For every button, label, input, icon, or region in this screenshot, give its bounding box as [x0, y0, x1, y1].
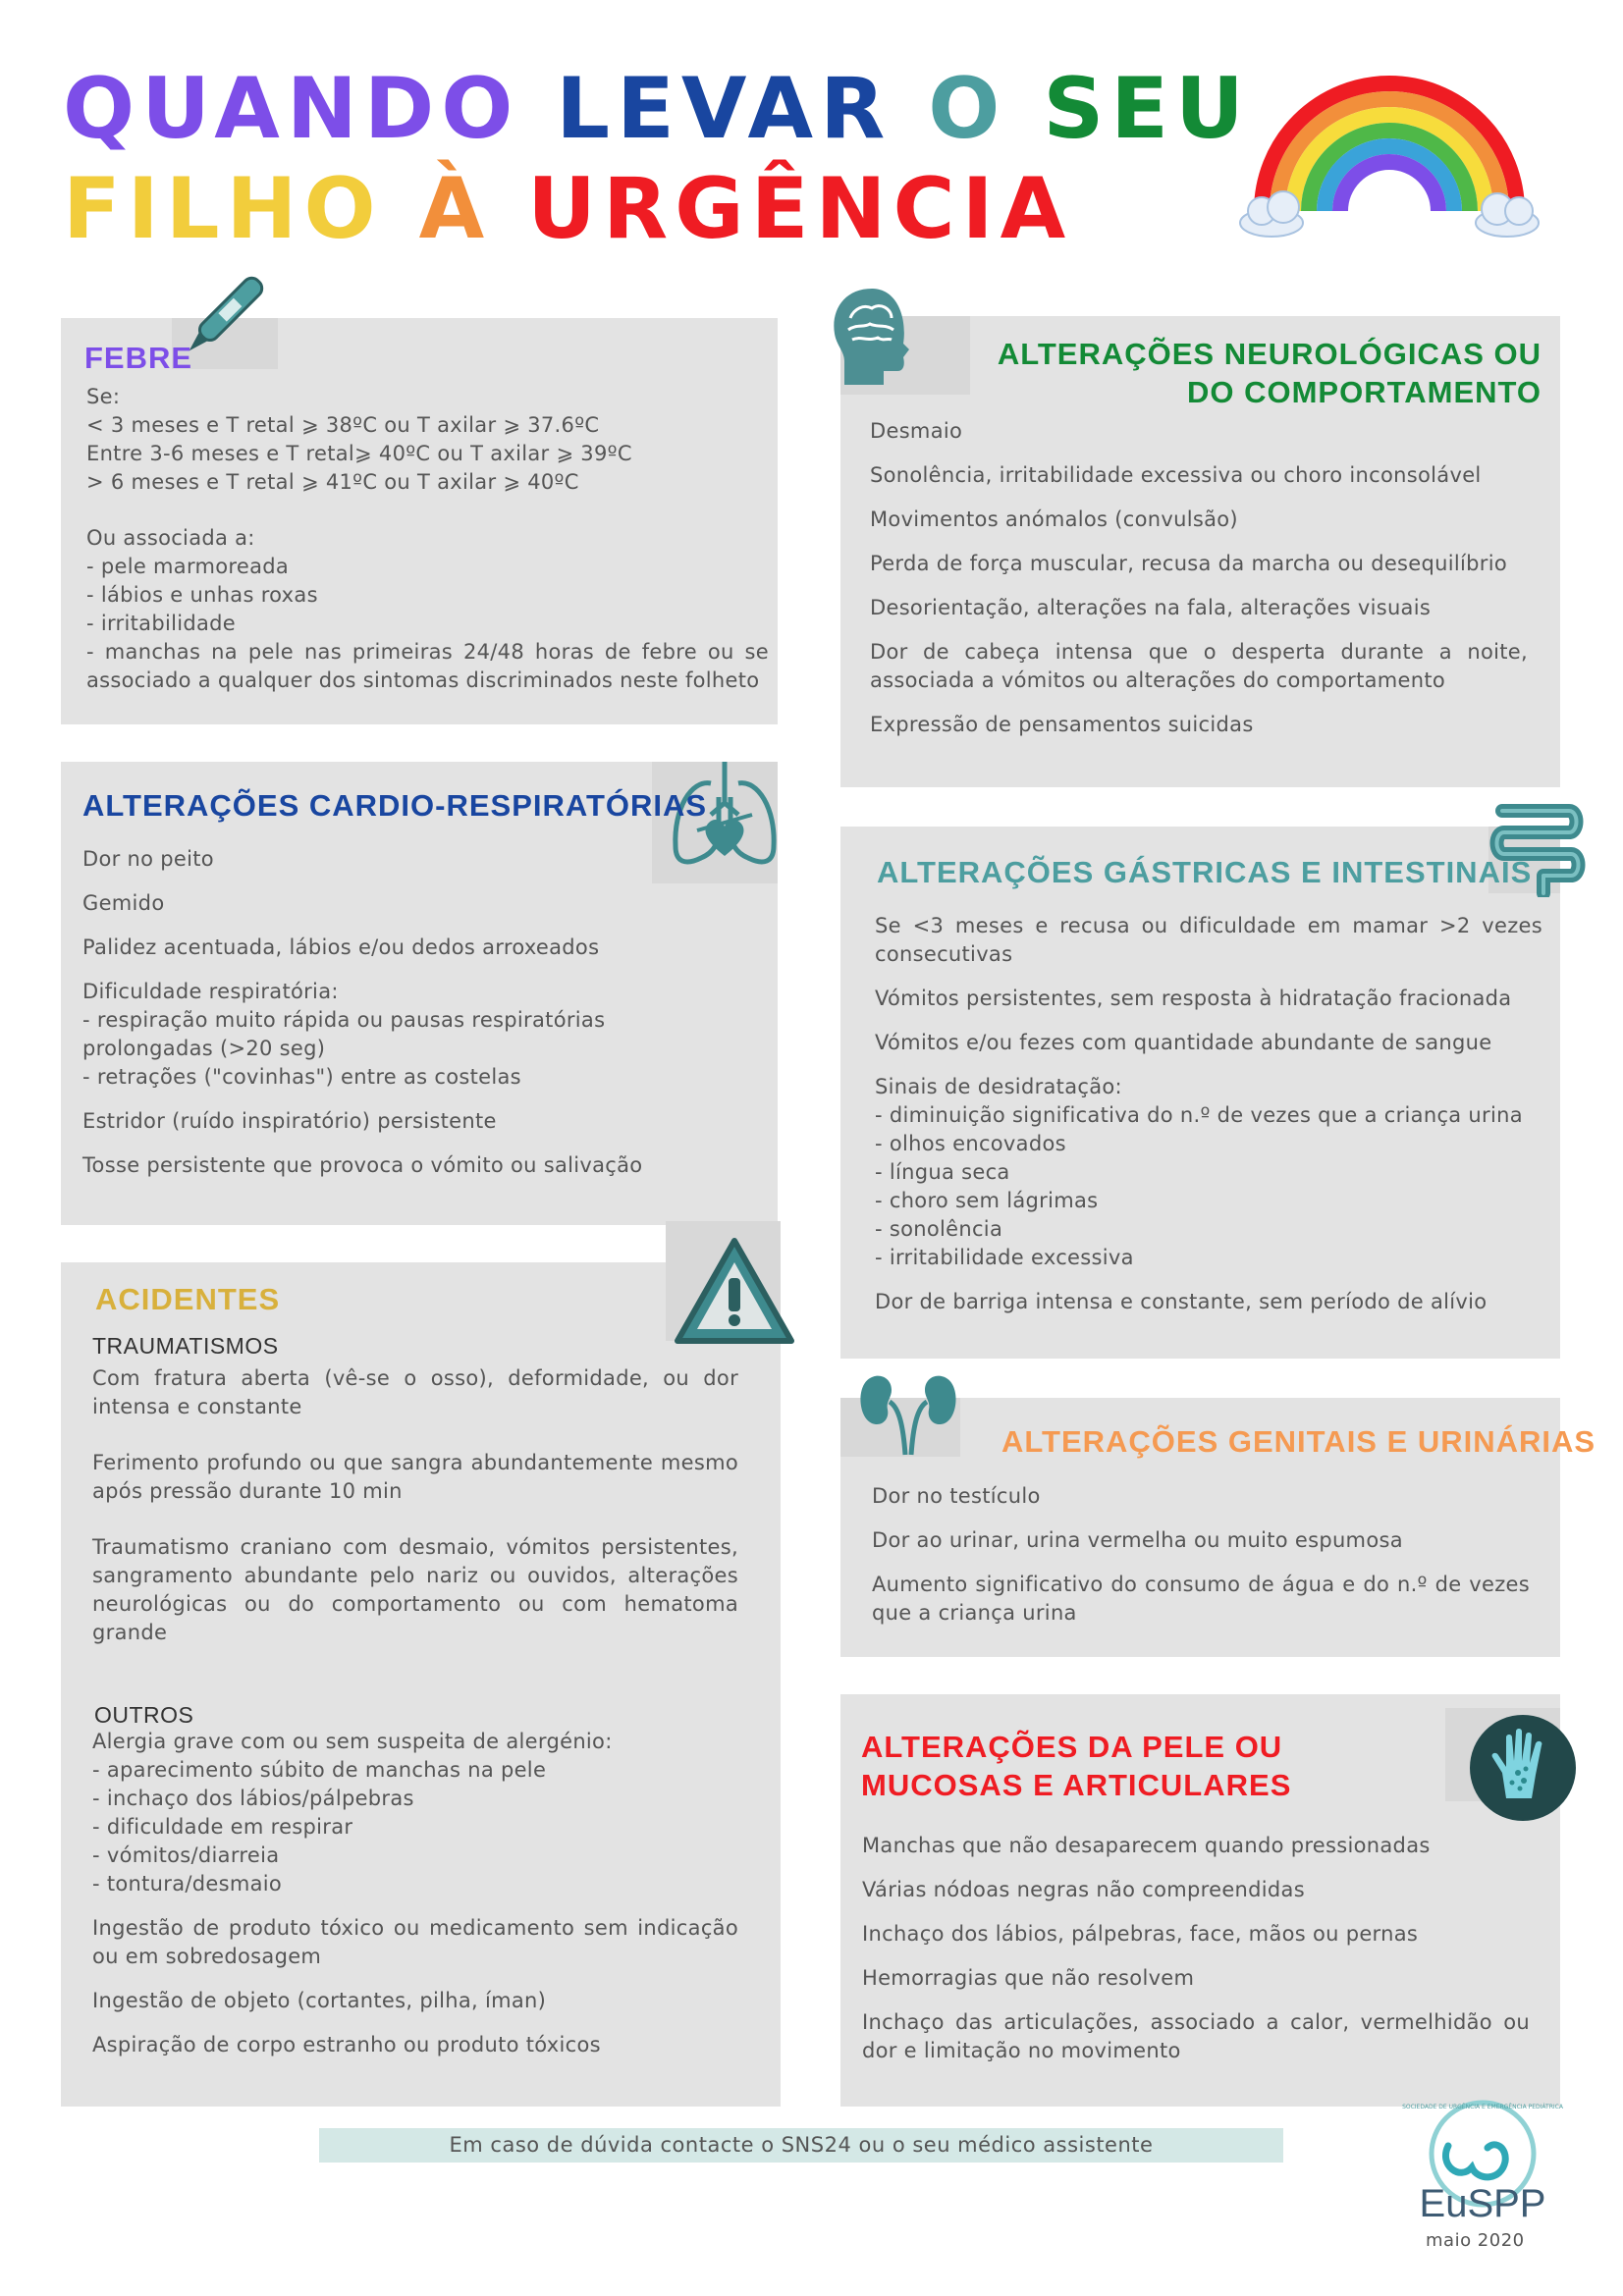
acidentes-title: ACIDENTES	[95, 1282, 281, 1316]
pele-item: Inchaço dos lábios, pálpebras, face, mãos ou pernas	[862, 1922, 1419, 1946]
title-word: À	[418, 160, 492, 258]
cardio-item: Dor no peito	[82, 847, 214, 871]
euspp-logo	[1399, 2097, 1566, 2226]
pele-body	[862, 1832, 1530, 2065]
genital-item: Aumento significativo do consumo de água e do n.º de vezes que a criança urina	[872, 1573, 1530, 1625]
warning-icon	[670, 1233, 799, 1351]
febre-assoc-intro: Ou associada a:	[86, 526, 255, 550]
febre-line: Se:	[86, 385, 121, 408]
alergia-item: - dificuldade em respirar	[92, 1815, 353, 1839]
neuro-item: Desmaio	[870, 419, 963, 443]
neuro-item: Dor de cabeça intensa que o desperta durante a noite, associada a vómitos ou alterações do comportamento	[870, 640, 1528, 692]
footer-date: maio 2020	[1426, 2230, 1525, 2251]
febre-assoc: - pele marmoreada	[86, 555, 290, 578]
gastro-body	[875, 912, 1542, 1316]
cardio-dif: - retrações ("covinhas") entre as costelas	[82, 1065, 521, 1089]
logo-text: EuSPP	[1419, 2182, 1546, 2225]
footer-note: Em caso de dúvida contacte o SNS24 ou o seu médico assistente	[449, 2133, 1154, 2157]
gastro-desid: - irritabilidade excessiva	[875, 1246, 1134, 1269]
cardio-dif-intro: Dificuldade respiratória:	[82, 980, 339, 1003]
neuro-item: Expressão de pensamentos suicidas	[870, 713, 1254, 736]
genital-title: ALTERAÇÕES GENITAIS E URINÁRIAS	[1001, 1424, 1596, 1459]
trauma-item: Com fratura aberta (vê-se o osso), deformidade, ou dor intensa e constante	[92, 1366, 738, 1418]
gastro-desid: - sonolência	[875, 1217, 1003, 1241]
page-title-line-2	[63, 160, 1073, 258]
gastro-item: Vómitos persistentes, sem resposta à hidratação fracionada	[875, 987, 1512, 1010]
pele-item: Manchas que não desaparecem quando pressionadas	[862, 1834, 1431, 1857]
cardio-title: ALTERAÇÕES CARDIO-RESPIRATÓRIAS	[82, 788, 708, 823]
gastro-item: Se <3 meses e recusa ou dificuldade em mamar >2 vezes consecutivas	[875, 914, 1542, 966]
alergia-item: - aparecimento súbito de manchas na pele	[92, 1758, 547, 1782]
trauma-item: Traumatismo craniano com desmaio, vómitos persistentes, sangramento abundante pelo nariz ou ouvidos, alterações neurológicas ou do comportamento ou com hematoma grande	[92, 1535, 738, 1644]
febre-line: < 3 meses e T retal ⩾ 38ºC ou T axilar ⩾ 37.6ºC	[86, 413, 600, 437]
title-word: FILHO	[63, 160, 383, 258]
title-word: QUANDO	[63, 60, 520, 158]
neuro-item: Desorientação, alterações na fala, alterações visuais	[870, 596, 1432, 619]
gastro-item: Dor de barriga intensa e constante, sem período de alívio	[875, 1290, 1488, 1313]
neuro-body	[870, 417, 1528, 739]
cardio-body	[82, 845, 672, 1180]
gastro-desid: - olhos encovados	[875, 1132, 1066, 1155]
gastro-desid: - choro sem lágrimas	[875, 1189, 1099, 1212]
gastro-desid-intro: Sinais de desidratação:	[875, 1075, 1122, 1098]
cardio-item: Estridor (ruído inspiratório) persistente	[82, 1109, 497, 1133]
trauma-item: Ferimento profundo ou que sangra abundantemente mesmo após pressão durante 10 min	[92, 1451, 738, 1503]
neuro-item: Perda de força muscular, recusa da marcha ou desequilíbrio	[870, 552, 1507, 575]
outros-title: OUTROS	[94, 1702, 194, 1728]
trauma-body	[92, 1364, 738, 1647]
febre-body	[86, 383, 769, 695]
rainbow-icon	[1232, 54, 1546, 250]
cardio-item: Gemido	[82, 891, 165, 915]
genital-item: Dor no testículo	[872, 1484, 1041, 1508]
febre-title: FEBRE	[84, 341, 193, 375]
brain-head-icon	[823, 279, 921, 397]
pele-title: ALTERAÇÕES DA PELE OU MUCOSAS E ARTICULARES	[861, 1730, 1292, 1802]
outros-item: Aspiração de corpo estranho ou produto tóxicos	[92, 2033, 601, 2056]
alergia-item: - inchaço dos lábios/pálpebras	[92, 1787, 414, 1810]
alergia-intro: Alergia grave com ou sem suspeita de alergénio:	[92, 1730, 613, 1753]
neuro-item: Sonolência, irritabilidade excessiva ou choro inconsolável	[870, 463, 1482, 487]
outros-body	[92, 1728, 738, 2059]
febre-assoc: - manchas na pele nas primeiras 24/48 horas de febre ou se associado a qualquer dos sintomas discriminados neste folheto	[86, 640, 769, 692]
gastro-desid: - língua seca	[875, 1160, 1010, 1184]
gastro-item: Vómitos e/ou fezes com quantidade abundante de sangue	[875, 1031, 1492, 1054]
hand-skin-icon	[1467, 1712, 1579, 1824]
cardio-item: Tosse persistente que provoca o vómito ou salivação	[82, 1153, 643, 1177]
title-word: LEVAR	[556, 60, 893, 158]
febre-line: > 6 meses e T retal ⩾ 41ºC ou T axilar ⩾ 40ºC	[86, 470, 579, 494]
page-title-line-1	[63, 60, 1251, 158]
febre-line: Entre 3-6 meses e T retal⩾ 40ºC ou T axilar ⩾ 39ºC	[86, 442, 632, 465]
cardio-dif: - respiração muito rápida ou pausas respiratórias prolongadas (>20 seg)	[82, 1008, 606, 1060]
neuro-item: Movimentos anómalos (convulsão)	[870, 507, 1238, 531]
title-word: O	[928, 60, 1007, 158]
genital-body	[872, 1482, 1530, 1628]
pele-item: Hemorragias que não resolvem	[862, 1966, 1195, 1990]
neuro-title: ALTERAÇÕES NEUROLÓGICAS OU DO COMPORTAMENTO	[997, 337, 1542, 409]
genital-item: Dor ao urinar, urina vermelha ou muito espumosa	[872, 1528, 1403, 1552]
febre-assoc: - lábios e unhas roxas	[86, 583, 318, 607]
alergia-item: - tontura/desmaio	[92, 1872, 283, 1896]
gastro-title: ALTERAÇÕES GÁSTRICAS E INTESTINAIS	[877, 855, 1533, 889]
outros-item: Ingestão de objeto (cortantes, pilha, íman)	[92, 1989, 547, 2012]
footer-note-bar	[319, 2128, 1283, 2163]
alergia-item: - vómitos/diarreia	[92, 1843, 280, 1867]
cardio-item: Palidez acentuada, lábios e/ou dedos arroxeados	[82, 935, 600, 959]
pele-item: Várias nódoas negras não compreendidas	[862, 1878, 1305, 1901]
logo-ring-text: SOCIEDADE DE URGÊNCIA E EMERGÊNCIA PEDIÁTRICA	[1402, 2104, 1563, 2110]
trauma-title: TRAUMATISMOS	[92, 1333, 279, 1359]
outros-item: Ingestão de produto tóxico ou medicamento sem indicação ou em sobredosagem	[92, 1916, 738, 1968]
pele-item: Inchaço das articulações, associado a calor, vermelhidão ou dor e limitação no movimento	[862, 2010, 1530, 2062]
gastro-desid: - diminuição significativa do n.º de vezes que a criança urina	[875, 1103, 1523, 1127]
kidneys-icon	[854, 1359, 962, 1457]
febre-assoc: - irritabilidade	[86, 612, 237, 635]
title-word: SEU	[1043, 60, 1251, 158]
title-word: URGÊNCIA	[527, 160, 1073, 258]
